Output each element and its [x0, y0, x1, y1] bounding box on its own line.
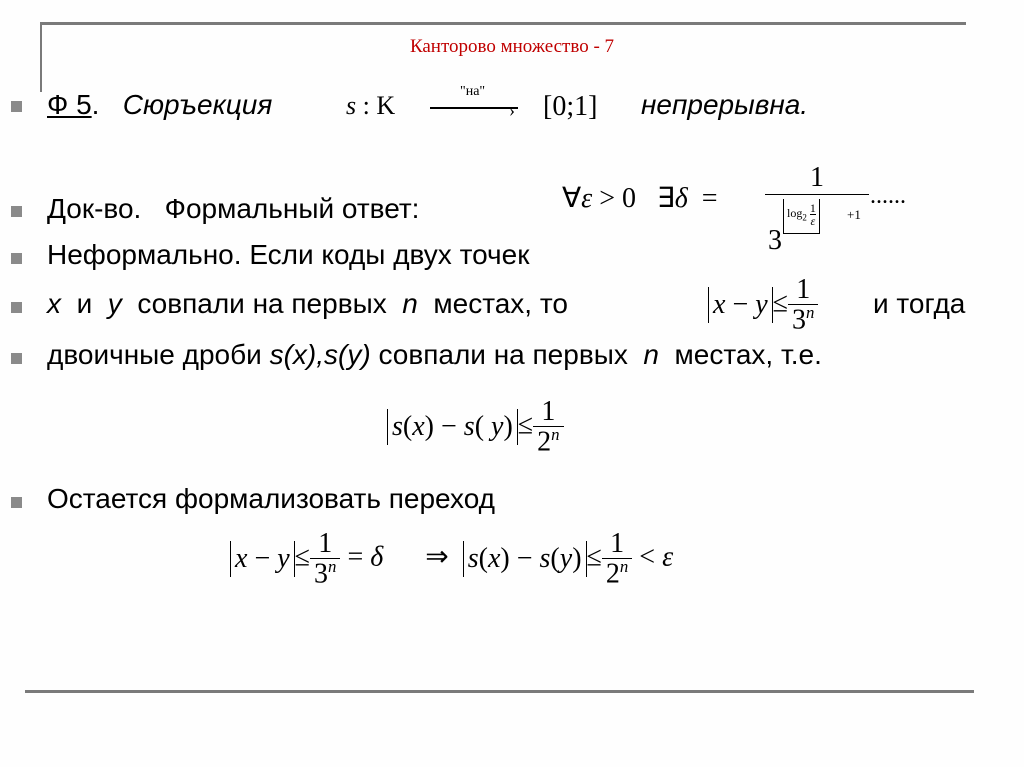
formal-quantifiers: ∀ε > 0 ∃δ =	[562, 183, 718, 214]
var-y: y	[107, 288, 122, 319]
and-word: и	[76, 288, 93, 319]
bullet-icon	[11, 302, 22, 313]
distance-inequality: x − y ≤ $\frac{1}{3^n}$	[708, 276, 818, 334]
surjection-text: Сюръекция	[122, 89, 273, 120]
slide-title: Канторово множество - 7	[409, 36, 615, 57]
bullet-informal: Неформально. Если коды двух точек	[47, 239, 530, 270]
bullet-binary	[47, 341, 822, 369]
binary-expr: s(x),s(y)	[269, 339, 371, 370]
var-n: n	[402, 288, 418, 319]
var-n: n	[643, 339, 659, 370]
formal-fraction	[765, 162, 869, 255]
bullet-icon	[11, 497, 22, 508]
right-arrow-icon	[430, 107, 518, 109]
label-dot: .	[91, 89, 100, 120]
theorem-label: Ф 5	[47, 89, 92, 120]
bullet-icon	[11, 101, 22, 112]
and-then-text: и тогда	[873, 288, 966, 319]
center-formula: s(x) − s( y) ≤ $\frac{1}{2^n}$	[387, 398, 564, 456]
codomain: [0;1]	[543, 91, 598, 122]
bullet-icon	[11, 206, 22, 217]
frame-bottom-rule	[25, 690, 974, 693]
bullet-remain: Остается формализовать переход	[47, 483, 495, 514]
match-text: совпали на первых	[137, 288, 387, 319]
ellipsis: ......	[870, 183, 906, 209]
map-domain: s : K	[346, 91, 396, 120]
plus-one: +1	[847, 207, 861, 222]
floor-exponent: $\log_2$ $\frac{1}{\varepsilon}$	[783, 199, 820, 234]
bullet-f5	[47, 91, 272, 119]
bullet-proof: Док-во. Формальный ответ:	[47, 193, 420, 224]
bullet-icon	[11, 353, 22, 364]
fraction-denominator	[765, 195, 869, 255]
var-x: x	[47, 288, 61, 319]
places-text: местах, то	[433, 288, 568, 319]
base-3: 3	[768, 225, 782, 256]
places-text: местах, т.е.	[674, 339, 822, 370]
bullet-icon	[11, 253, 22, 264]
frame-top-rule	[40, 22, 966, 25]
binary-text: двоичные дроби	[47, 339, 262, 370]
arrow-head: ›	[509, 100, 515, 120]
final-formula: x − y ≤ $\frac{1}{3^n}$ = δ ⇒ s(x) − s(y) ≤ $\frac{1}{2^n}$ < ε	[230, 530, 673, 588]
match-text: совпали на первых	[378, 339, 628, 370]
continuous-text: непрерывна.	[641, 89, 809, 120]
arrow-label: "на"	[460, 84, 486, 99]
fraction-numerator: 1	[810, 162, 824, 193]
implies-icon: ⇒	[425, 541, 449, 573]
bullet-match	[47, 290, 568, 318]
